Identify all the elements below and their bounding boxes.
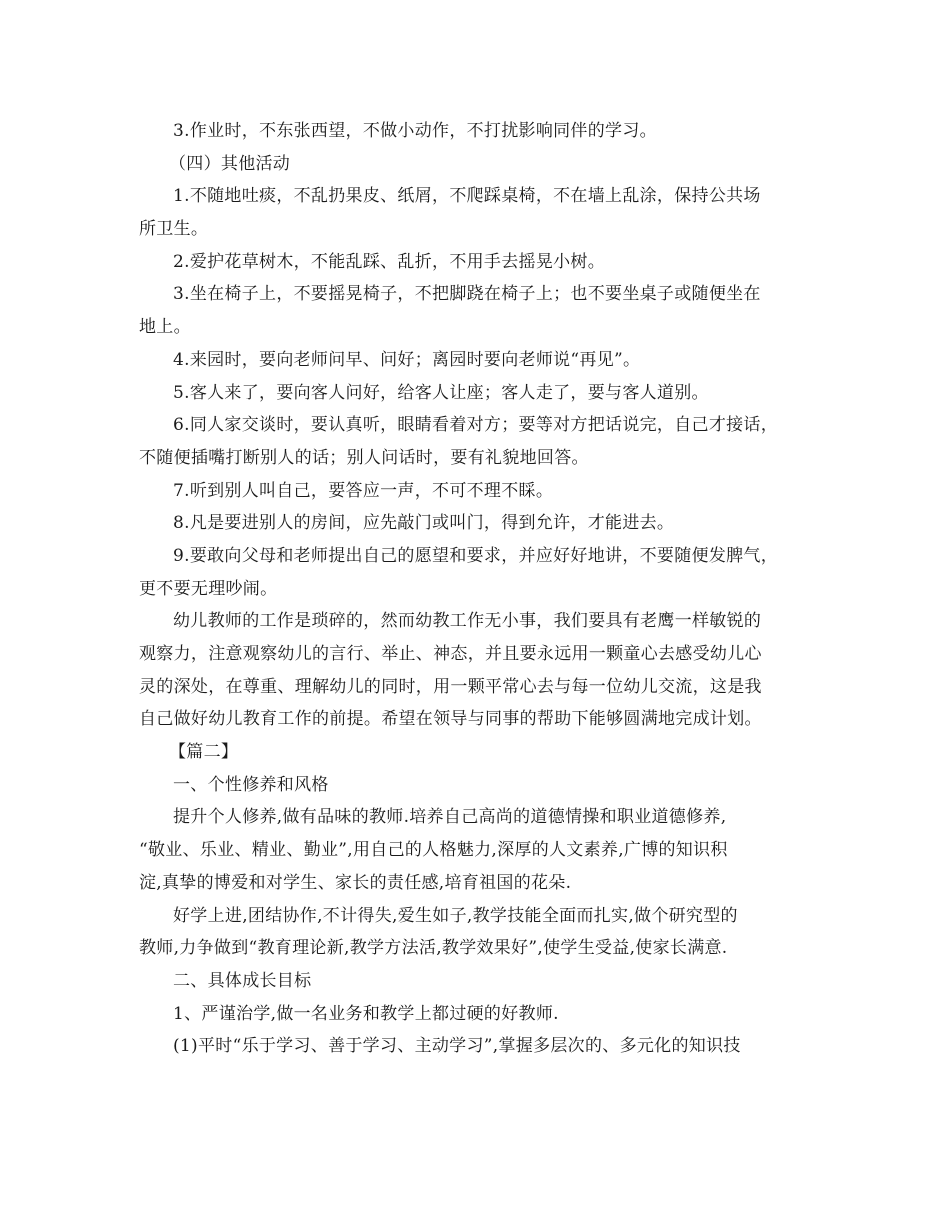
text-line: 一、个性修养和风格	[173, 774, 329, 795]
text-line: 幼儿教师的工作是琐碎的，然而幼教工作无小事，我们要具有老鹰一样敏锐的	[173, 611, 762, 632]
text-line: （四）其他活动	[169, 153, 291, 174]
text-line: 不随便插嘴打断别人的话；别人问话时，要有礼貌地回答。	[139, 447, 589, 468]
text-line: 教师,力争做到“教育理论新,教学方法活,教学效果好”,使学生受益,使家长满意.	[139, 938, 728, 959]
text-line: 4.来园时，要向老师问早、问好；离园时要向老师说“再见”。	[173, 349, 641, 370]
text-line: 1、严谨治学,做一名业务和教学上都过硬的好教师.	[173, 1003, 559, 1024]
text-line: “敬业、乐业、精业、勤业”,用自己的人格魅力,深厚的人文素养,广博的知识积	[139, 840, 728, 861]
text-line: 8.凡是要进别人的房间，应先敲门或叫门，得到允许，才能进去。	[173, 513, 675, 534]
text-line: 观察力，注意观察幼儿的言行、举止、神态，并且要永远用一颗童心去感受幼儿心	[139, 644, 762, 664]
text-line: 地上。	[139, 317, 191, 338]
text-line: 二、具体成长目标	[173, 970, 312, 991]
text-line: 好学上进,团结协作,不计得失,爱生如子,教学技能全面而扎实,做个研究型的	[173, 905, 738, 926]
text-line: 【篇二】	[169, 742, 239, 763]
text-line: (1)平时“乐于学习、善于学习、主动学习”,掌握多层次的、多元化的知识技	[173, 1036, 741, 1057]
text-line: 1.不随地吐痰，不乱扔果皮、纸屑，不爬踩桌椅，不在墙上乱涂，保持公共场	[173, 186, 761, 207]
text-line: 自己做好幼儿教育工作的前提。希望在领导与同事的帮助下能够圆满地完成计划。	[139, 709, 762, 730]
text-line: 9.要敢向父母和老师提出自己的愿望和要求，并应好好地讲，不要随便发脾气，	[173, 545, 779, 566]
text-line: 灵的深处，在尊重、理解幼儿的同时，用一颗平常心去与每一位幼儿交流，这是我	[139, 676, 762, 697]
text-line: 3.坐在椅子上，不要摇晃椅子，不把脚跷在椅子上；也不要坐桌子或随便坐在	[173, 284, 761, 305]
text-line: 淀,真挚的博爱和对学生、家长的责任感,培育祖国的花朵.	[139, 872, 572, 893]
text-line: 所卫生。	[139, 219, 209, 240]
text-line: 提升个人修养,做有品味的教师.培养自己高尚的道德情操和职业道德修养,	[173, 807, 727, 828]
text-line: 更不要无理吵闹。	[139, 578, 278, 599]
text-line: 3.作业时，不东张西望，不做小动作，不打扰影响同伴的学习。	[173, 121, 657, 141]
text-line: 2.爱护花草树木，不能乱踩、乱折，不用手去摇晃小树。	[173, 251, 606, 272]
text-line: 7.听到别人叫自己，要答应一声，不可不理不睬。	[173, 480, 554, 501]
text-line: 6.同人家交谈时，要认真听，眼睛看着对方；要等对方把话说完，自己才接话，	[173, 415, 779, 436]
text-line: 5.客人来了，要向客人问好，给客人让座；客人走了，要与客人道别。	[173, 382, 709, 403]
document-page	[139, 115, 815, 1063]
